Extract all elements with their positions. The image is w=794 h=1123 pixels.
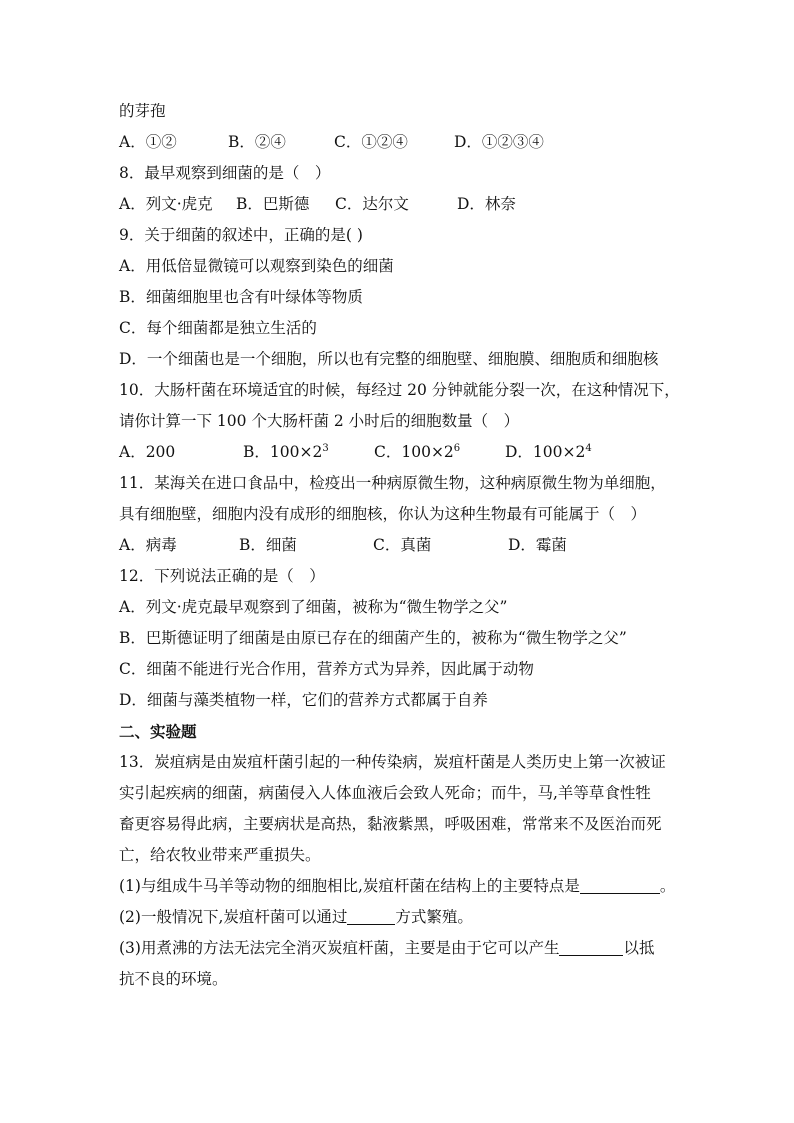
q10-option-d — [505, 437, 592, 468]
q10-option-d-exponent: 4 — [585, 443, 592, 454]
q10-option-b — [243, 437, 374, 468]
q10-option-c-base: C．100×2 — [374, 443, 454, 461]
q11-options — [119, 530, 689, 561]
q13-sub-3 — [119, 933, 689, 964]
q7-option-c: C．①②④ — [334, 133, 408, 151]
q8-stem: 8．最早观察到细菌的是（ ） — [119, 164, 331, 182]
q7-option-d: D．①②③④ — [454, 133, 544, 151]
q12-option-a: A．列文·虎克最早观察到了细菌，被称为“微生物学之父” — [119, 598, 508, 616]
q11-option-a: A．病毒 — [119, 536, 177, 554]
q11-option-c: C．真菌 — [373, 536, 432, 554]
q11-stem-line-2: 具有细胞壁，细胞内没有成形的细胞核，你认为这种生物最有可能属于（ ） — [119, 505, 647, 523]
q11-stem-line-1: 11．某海关在进口食品中，检疫出一种病原微生物，这种病原微生物为单细胞， — [119, 474, 666, 492]
exam-page — [119, 96, 689, 995]
q13-passage-line-1: 13．炭疽病是由炭疽杆菌引起的一种传染病，炭疽杆菌是人类历史上第一次被证 — [119, 753, 666, 771]
q9-option-a: A．用低倍显微镜可以观察到染色的细菌 — [119, 257, 394, 275]
q12-stem: 12．下列说法正确的是（ ） — [119, 567, 325, 585]
q7-options — [119, 127, 689, 158]
q8-option-d: D．林奈 — [457, 195, 516, 213]
q10-stem-line-1: 10．大肠杆菌在环境适宜的时候，每经过 20 分钟就能分裂一次，在这种情况下， — [119, 381, 680, 399]
q8-option-a: A．列文·虎克 — [119, 195, 213, 213]
q10-options — [119, 437, 689, 468]
q7-option-a: A．①② — [119, 133, 177, 151]
q11-option-d: D．霉菌 — [508, 536, 567, 554]
q13-sub-2-text: (2)一般情况下,炭疽杆菌可以通过 — [119, 908, 348, 926]
q8-options — [119, 189, 689, 220]
q13-passage-line-3: 畜更容易得此病，主要病状是高热，黏液紫黑，呼吸困难，常常来不及医治而死 — [119, 815, 662, 833]
q9-stem: 9．关于细菌的叙述中，正确的是( ) — [119, 226, 363, 244]
q13-sub-3-answer-blank[interactable] — [559, 939, 623, 956]
q13-sub-1-text: (1)与组成牛马羊等动物的细胞相比,炭疽杆菌在结构上的主要特点是 — [119, 877, 580, 895]
q9-option-d: D．一个细菌也是一个细胞，所以也有完整的细胞壁、细胞膜、细胞质和细胞核 — [119, 350, 659, 368]
q8-option-b: B．巴斯德 — [236, 195, 310, 213]
q13-passage-line-2: 实引起疾病的细菌，病菌侵入人体血液后会致人死命；而牛，马,羊等草食性牲 — [119, 784, 651, 802]
q12-option-d: D．细菌与藻类植物一样，它们的营养方式都属于自养 — [119, 691, 488, 709]
section-title-experiment: 二、实验题 — [119, 722, 197, 741]
q9-option-b: B．细菌细胞里也含有叶绿体等物质 — [119, 288, 363, 306]
q10-option-b-exponent: 3 — [322, 443, 329, 454]
q9-option-c: C．每个细菌都是独立生活的 — [119, 319, 317, 337]
q10-option-a: A．200 — [119, 443, 176, 461]
q13-sub-2-end: 方式繁殖。 — [395, 908, 473, 926]
q7-tail: 的芽孢 — [119, 102, 166, 120]
q10-option-d-base: D．100×2 — [505, 443, 586, 461]
q12-option-b: B．巴斯德证明了细菌是由原已存在的细菌产生的，被称为“微生物学之父” — [119, 629, 627, 647]
q10-option-c-exponent: 6 — [453, 443, 461, 454]
q10-option-c — [374, 437, 505, 468]
q13-sub-3-text: (3)用煮沸的方法无法完全消灭炭疽杆菌，主要是由于它可以产生 — [119, 939, 560, 957]
q13-sub-1-end: 。 — [659, 877, 676, 895]
q12-option-c: C．细菌不能进行光合作用，营养方式为异养，因此属于动物 — [119, 660, 534, 678]
q13-sub-3-end: 以抵 — [623, 939, 655, 957]
q13-sub-1-answer-blank[interactable] — [580, 877, 660, 894]
q13-passage-line-4: 亡，给农牧业带来严重损失。 — [119, 846, 321, 864]
q8-option-c: C．达尔文 — [335, 195, 409, 213]
q13-sub-2-answer-blank[interactable] — [347, 908, 395, 925]
q7-option-b: B．②④ — [228, 133, 286, 151]
q11-option-b: B．细菌 — [239, 536, 297, 554]
q13-sub-3-continued: 抗不良的环境。 — [119, 970, 228, 988]
q10-option-b-base: B．100×2 — [243, 443, 323, 461]
q10-stem-line-2: 请你计算一下 100 个大肠杆菌 2 小时后的细胞数量（ ） — [119, 412, 520, 430]
q13-sub-2 — [119, 902, 689, 933]
q13-sub-1 — [119, 871, 689, 902]
